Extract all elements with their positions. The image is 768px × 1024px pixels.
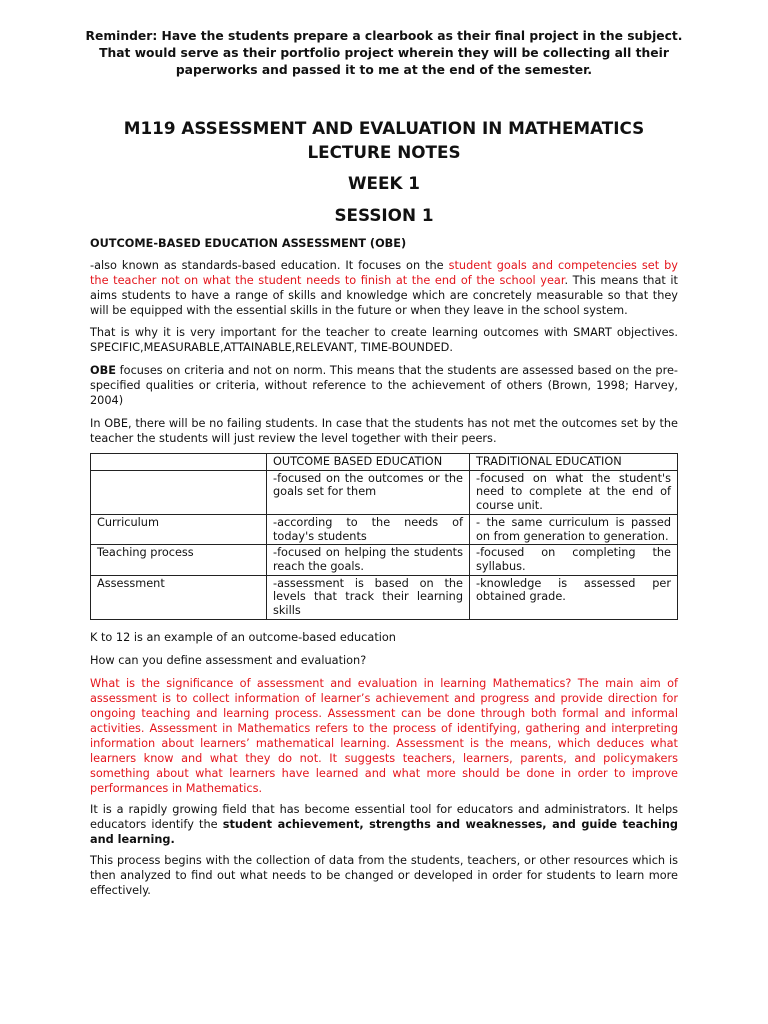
obe-definition-text-b: . This means that it aims students to have a range of skills and knowledge which are concretely measurable so that they will be equipped with the essential skills in the future or when they leave in the school system. [90, 274, 678, 317]
table-row [91, 575, 678, 619]
week-label: WEEK 1 [348, 173, 420, 193]
growing-field-text: It is a rapidly growing field that has become essential tool for educators and administrators. It helps educators identify the [90, 803, 678, 831]
course-title [90, 116, 678, 164]
session-label: SESSION 1 [334, 205, 434, 225]
table-cell: Teaching process [91, 545, 267, 575]
table-cell: Assessment [91, 575, 267, 619]
table-cell: - the same curriculum is passed on from generation to generation. [470, 514, 678, 544]
growing-field-paragraph [90, 802, 678, 847]
table-cell: -focused on helping the students reach the goals. [267, 545, 470, 575]
significance-paragraph: What is the significance of assessment and evaluation in learning Mathematics? The main aim of assessment is to collect information of learner’s achievement and progress and provide direction for ongoing teaching and learning process. Assessment can be done through both formal and informal activities. Assessment in Mathematics refers to the process of identifying, gathering and interpreting information about learners’ mathematical learning. Assessment is the means, which deduces what learners know and what they do not. It suggests teachers, learners, parents, and policymakers something about what learners have learned and what more should be done in order to improve performances in Mathematics. [90, 677, 678, 795]
table-cell: -according to the needs of today's students [267, 514, 470, 544]
definition-question: How can you define assessment and evaluation? [90, 654, 367, 667]
obe-definition-text-a: -also known as standards-based education. It focuses on the [90, 259, 449, 272]
comparison-table [90, 453, 678, 620]
course-title-line1: M119 ASSESSMENT AND EVALUATION IN MATHEMATICS [123, 118, 645, 138]
table-cell: Curriculum [91, 514, 267, 544]
table-header-cell: OUTCOME BASED EDUCATION [267, 454, 470, 471]
process-paragraph: This process begins with the collection of data from the students, teachers, or other resources which is then analyzed to find out what needs to be changed or developed in order for students to learn more effectively. [90, 854, 678, 897]
obe-definition-highlight: student goals and competencies set by the teacher not on what the student needs to finish at the end of the school year [90, 259, 678, 287]
table-header-row [91, 454, 678, 471]
obe-definition-paragraph [90, 258, 678, 318]
table-cell: -assessment is based on the levels that track their learning skills [267, 575, 470, 619]
table-cell: -focused on completing the syllabus. [470, 545, 678, 575]
reminder-note: Reminder: Have the students prepare a clearbook as their final project in the subject. That would serve as their portfolio project wherein they will be collecting all their paperworks and passed it to me at the end of the semester. [85, 29, 683, 77]
table-header-cell [91, 454, 267, 471]
smart-objectives-paragraph: That is why it is very important for the teacher to create learning outcomes with SMART objectives. SPECIFIC,MEASURABLE,ATTAINABLE,RELEVANT, TIME-BOUNDED. [90, 326, 678, 354]
table-cell: -focused on the outcomes or the goals set for them [267, 470, 470, 514]
table-header-cell: TRADITIONAL EDUCATION [470, 454, 678, 471]
table-cell: -focused on what the student's need to complete at the end of course unit. [470, 470, 678, 514]
table-row [91, 470, 678, 514]
obe-criteria-paragraph [90, 363, 678, 408]
table-cell [91, 470, 267, 514]
course-title-line2: LECTURE NOTES [307, 142, 461, 162]
no-failing-paragraph: In OBE, there will be no failing students. In case that the students has not met the outcomes set by the teacher the students will just review the level together with their peers. [90, 417, 678, 445]
obe-heading: OUTCOME-BASED EDUCATION ASSESSMENT (OBE) [90, 237, 407, 250]
growing-field-bold: student achievement, strengths and weaknesses, and guide teaching and learning. [90, 818, 678, 846]
obe-bold-term: OBE [90, 364, 116, 377]
table-row [91, 545, 678, 575]
table-cell: -knowledge is assessed per obtained grade. [470, 575, 678, 619]
k12-line: K to 12 is an example of an outcome-based education [90, 631, 396, 644]
table-row [91, 514, 678, 544]
obe-criteria-text: focuses on criteria and not on norm. This means that the students are assessed based on the pre-specified qualities or criteria, without reference to the achievement of others (Brown, 1998; Harvey, 2004) [90, 364, 678, 407]
